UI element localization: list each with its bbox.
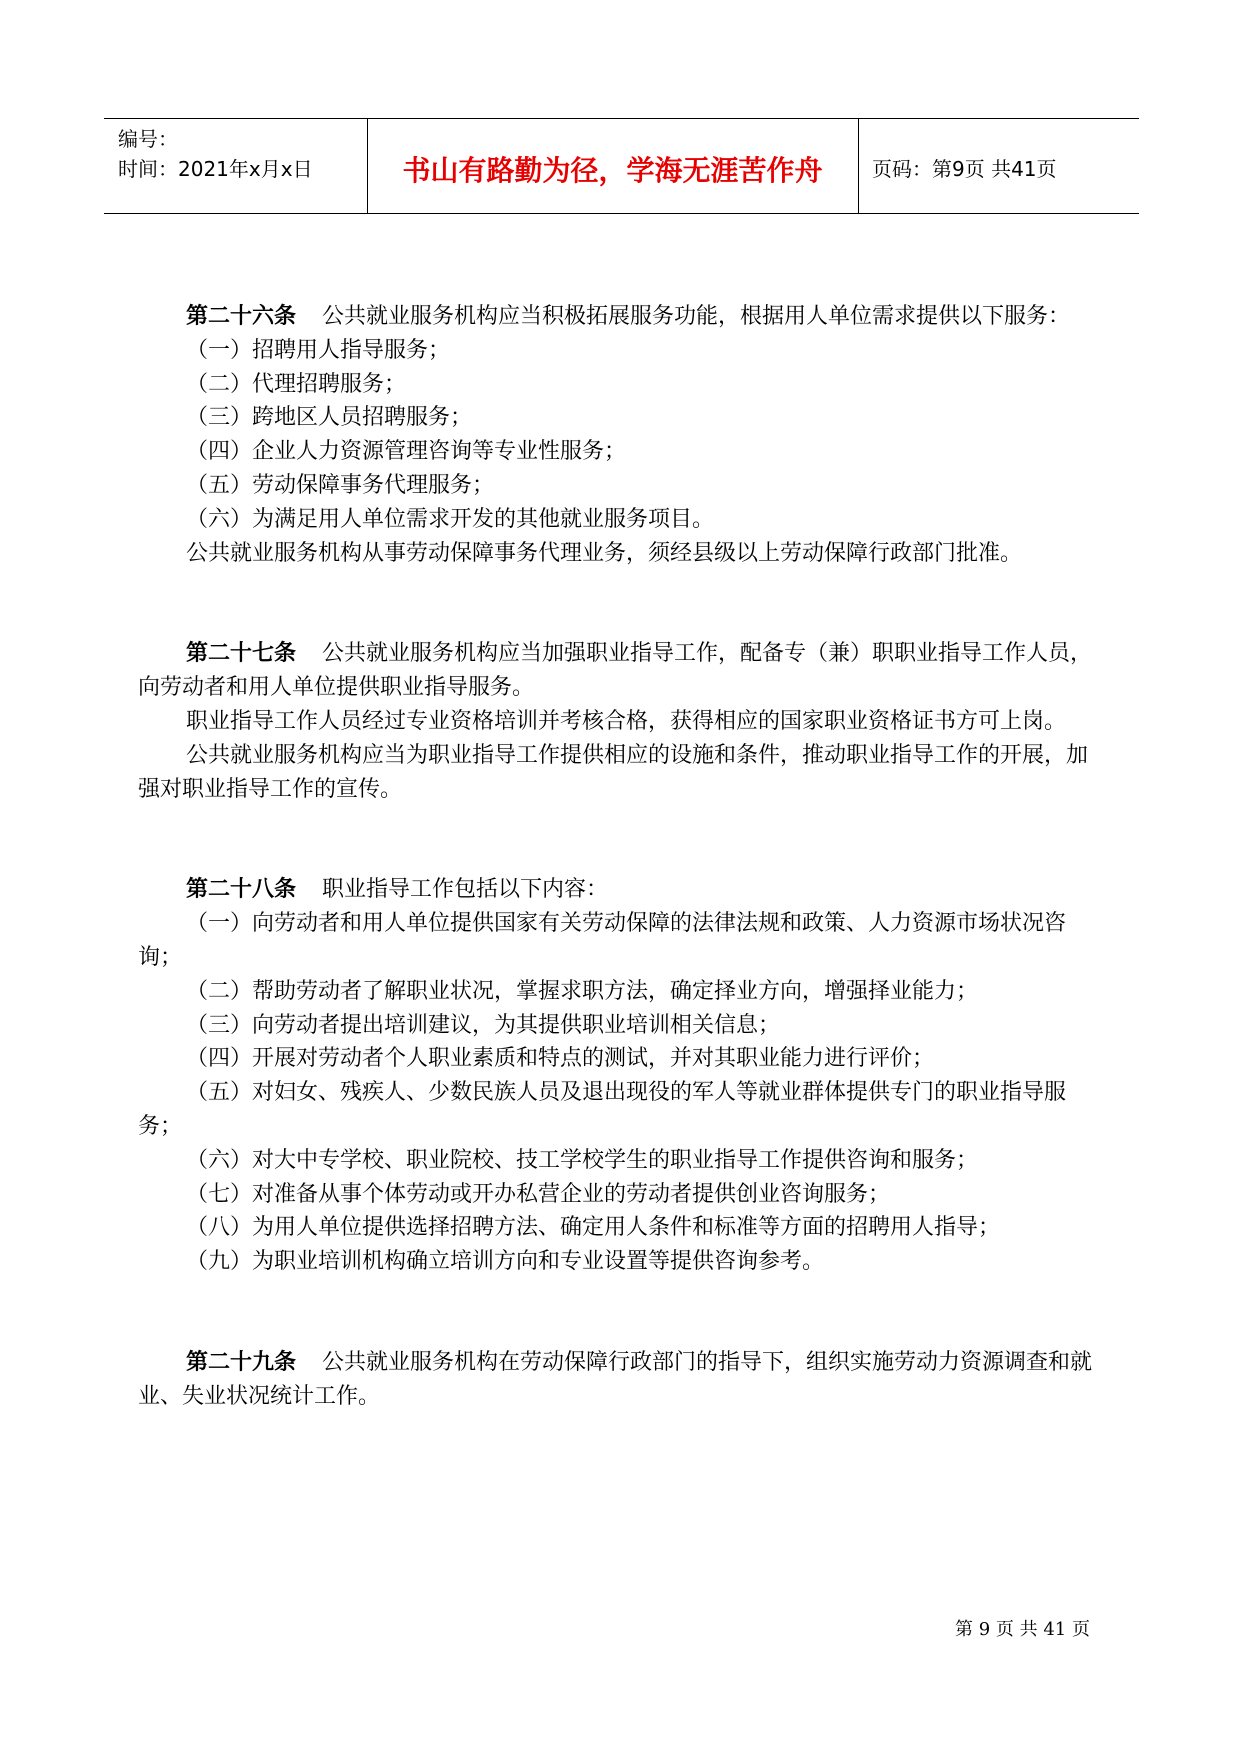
list-item: （六）对大中专学校、职业院校、技工学校学生的职业指导工作提供咨询和服务； xyxy=(186,1147,979,1173)
article-27 xyxy=(138,637,1108,705)
list-item: （四）企业人力资源管理咨询等专业性服务； xyxy=(186,439,627,465)
article-26 xyxy=(138,300,1108,334)
article-text: 公共就业服务机构在劳动保障行政部门的指导下，组织实施劳动力资源调查和就业、失业状况统计工作。 xyxy=(138,1349,1093,1409)
article-title: 第二十九条 xyxy=(186,1348,297,1375)
list-item: （八）为用人单位提供选择招聘方法、确定用人条件和标准等方面的招聘用人指导； xyxy=(186,1215,1001,1241)
list-item: （六）为满足用人单位需求开发的其他就业服务项目。 xyxy=(186,506,715,532)
header-motto-cell xyxy=(367,119,859,213)
list-item: （九）为职业培训机构确立培训方向和专业设置等提供咨询参考。 xyxy=(186,1249,825,1275)
article-28 xyxy=(138,873,1108,907)
article-text: 公共就业服务机构应当加强职业指导工作，配备专（兼）职职业指导工作人员，向劳动者和用人单位提供职业指导服务。 xyxy=(138,641,1093,701)
list-item: （三）向劳动者提出培训建议，为其提供职业培训相关信息； xyxy=(186,1012,781,1038)
header-page-cell xyxy=(858,119,1139,213)
header-meta-cell xyxy=(104,119,368,213)
list-item: （一）招聘用人指导服务； xyxy=(186,337,451,363)
article-29 xyxy=(138,1346,1108,1414)
list-item: （七）对准备从事个体劳动或开办私营企业的劳动者提供创业咨询服务； xyxy=(186,1181,891,1207)
list-item: （五）对妇女、残疾人、少数民族人员及退出现役的军人等就业群体提供专门的职业指导服务； xyxy=(138,1080,1067,1139)
document-time-label: 时间：2021年x月x日 xyxy=(118,157,313,181)
page-header xyxy=(104,118,1139,214)
list-item: 职业指导工作人员经过专业资格培训并考核合格，获得相应的国家职业资格证书方可上岗。 xyxy=(186,708,1067,734)
article-spacer xyxy=(138,1279,1108,1346)
header-page-info: 页码：第9页 共41页 xyxy=(872,157,1057,181)
article-title: 第二十八条 xyxy=(186,876,297,903)
document-number-label: 编号： xyxy=(118,127,178,151)
article-spacer xyxy=(138,570,1108,637)
list-item: （五）劳动保障事务代理服务； xyxy=(186,472,495,498)
list-item: （二）代理招聘服务； xyxy=(186,371,407,397)
article-text: 职业指导工作包括以下内容： xyxy=(322,877,609,903)
article-title: 第二十六条 xyxy=(186,303,297,329)
article-title: 第二十七条 xyxy=(186,640,297,667)
article-spacer xyxy=(138,806,1108,873)
list-item: （三）跨地区人员招聘服务； xyxy=(186,405,473,431)
article-text: 公共就业服务机构应当积极拓展服务功能，根据用人单位需求提供以下服务： xyxy=(322,304,1071,329)
list-item: 公共就业服务机构从事劳动保障事务代理业务，须经县级以上劳动保障行政部门批准。 xyxy=(186,540,1023,566)
document-body xyxy=(138,300,1108,1414)
list-item: （二）帮助劳动者了解职业状况，掌握求职方法，确定择业方向，增强择业能力； xyxy=(186,978,979,1004)
page-footer: 第 9 页 共 41 页 xyxy=(955,1619,1090,1640)
list-item: （一）向劳动者和用人单位提供国家有关劳动保障的法律法规和政策、人力资源市场状况咨询； xyxy=(138,911,1067,970)
list-item: 公共就业服务机构应当为职业指导工作提供相应的设施和条件，推动职业指导工作的开展，加强对职业指导工作的宣传。 xyxy=(138,742,1089,802)
header-motto: 书山有路勤为径，学海无涯苦作舟 xyxy=(402,154,823,187)
list-item: （四）开展对劳动者个人职业素质和特点的测试，并对其职业能力进行评价； xyxy=(186,1046,935,1072)
